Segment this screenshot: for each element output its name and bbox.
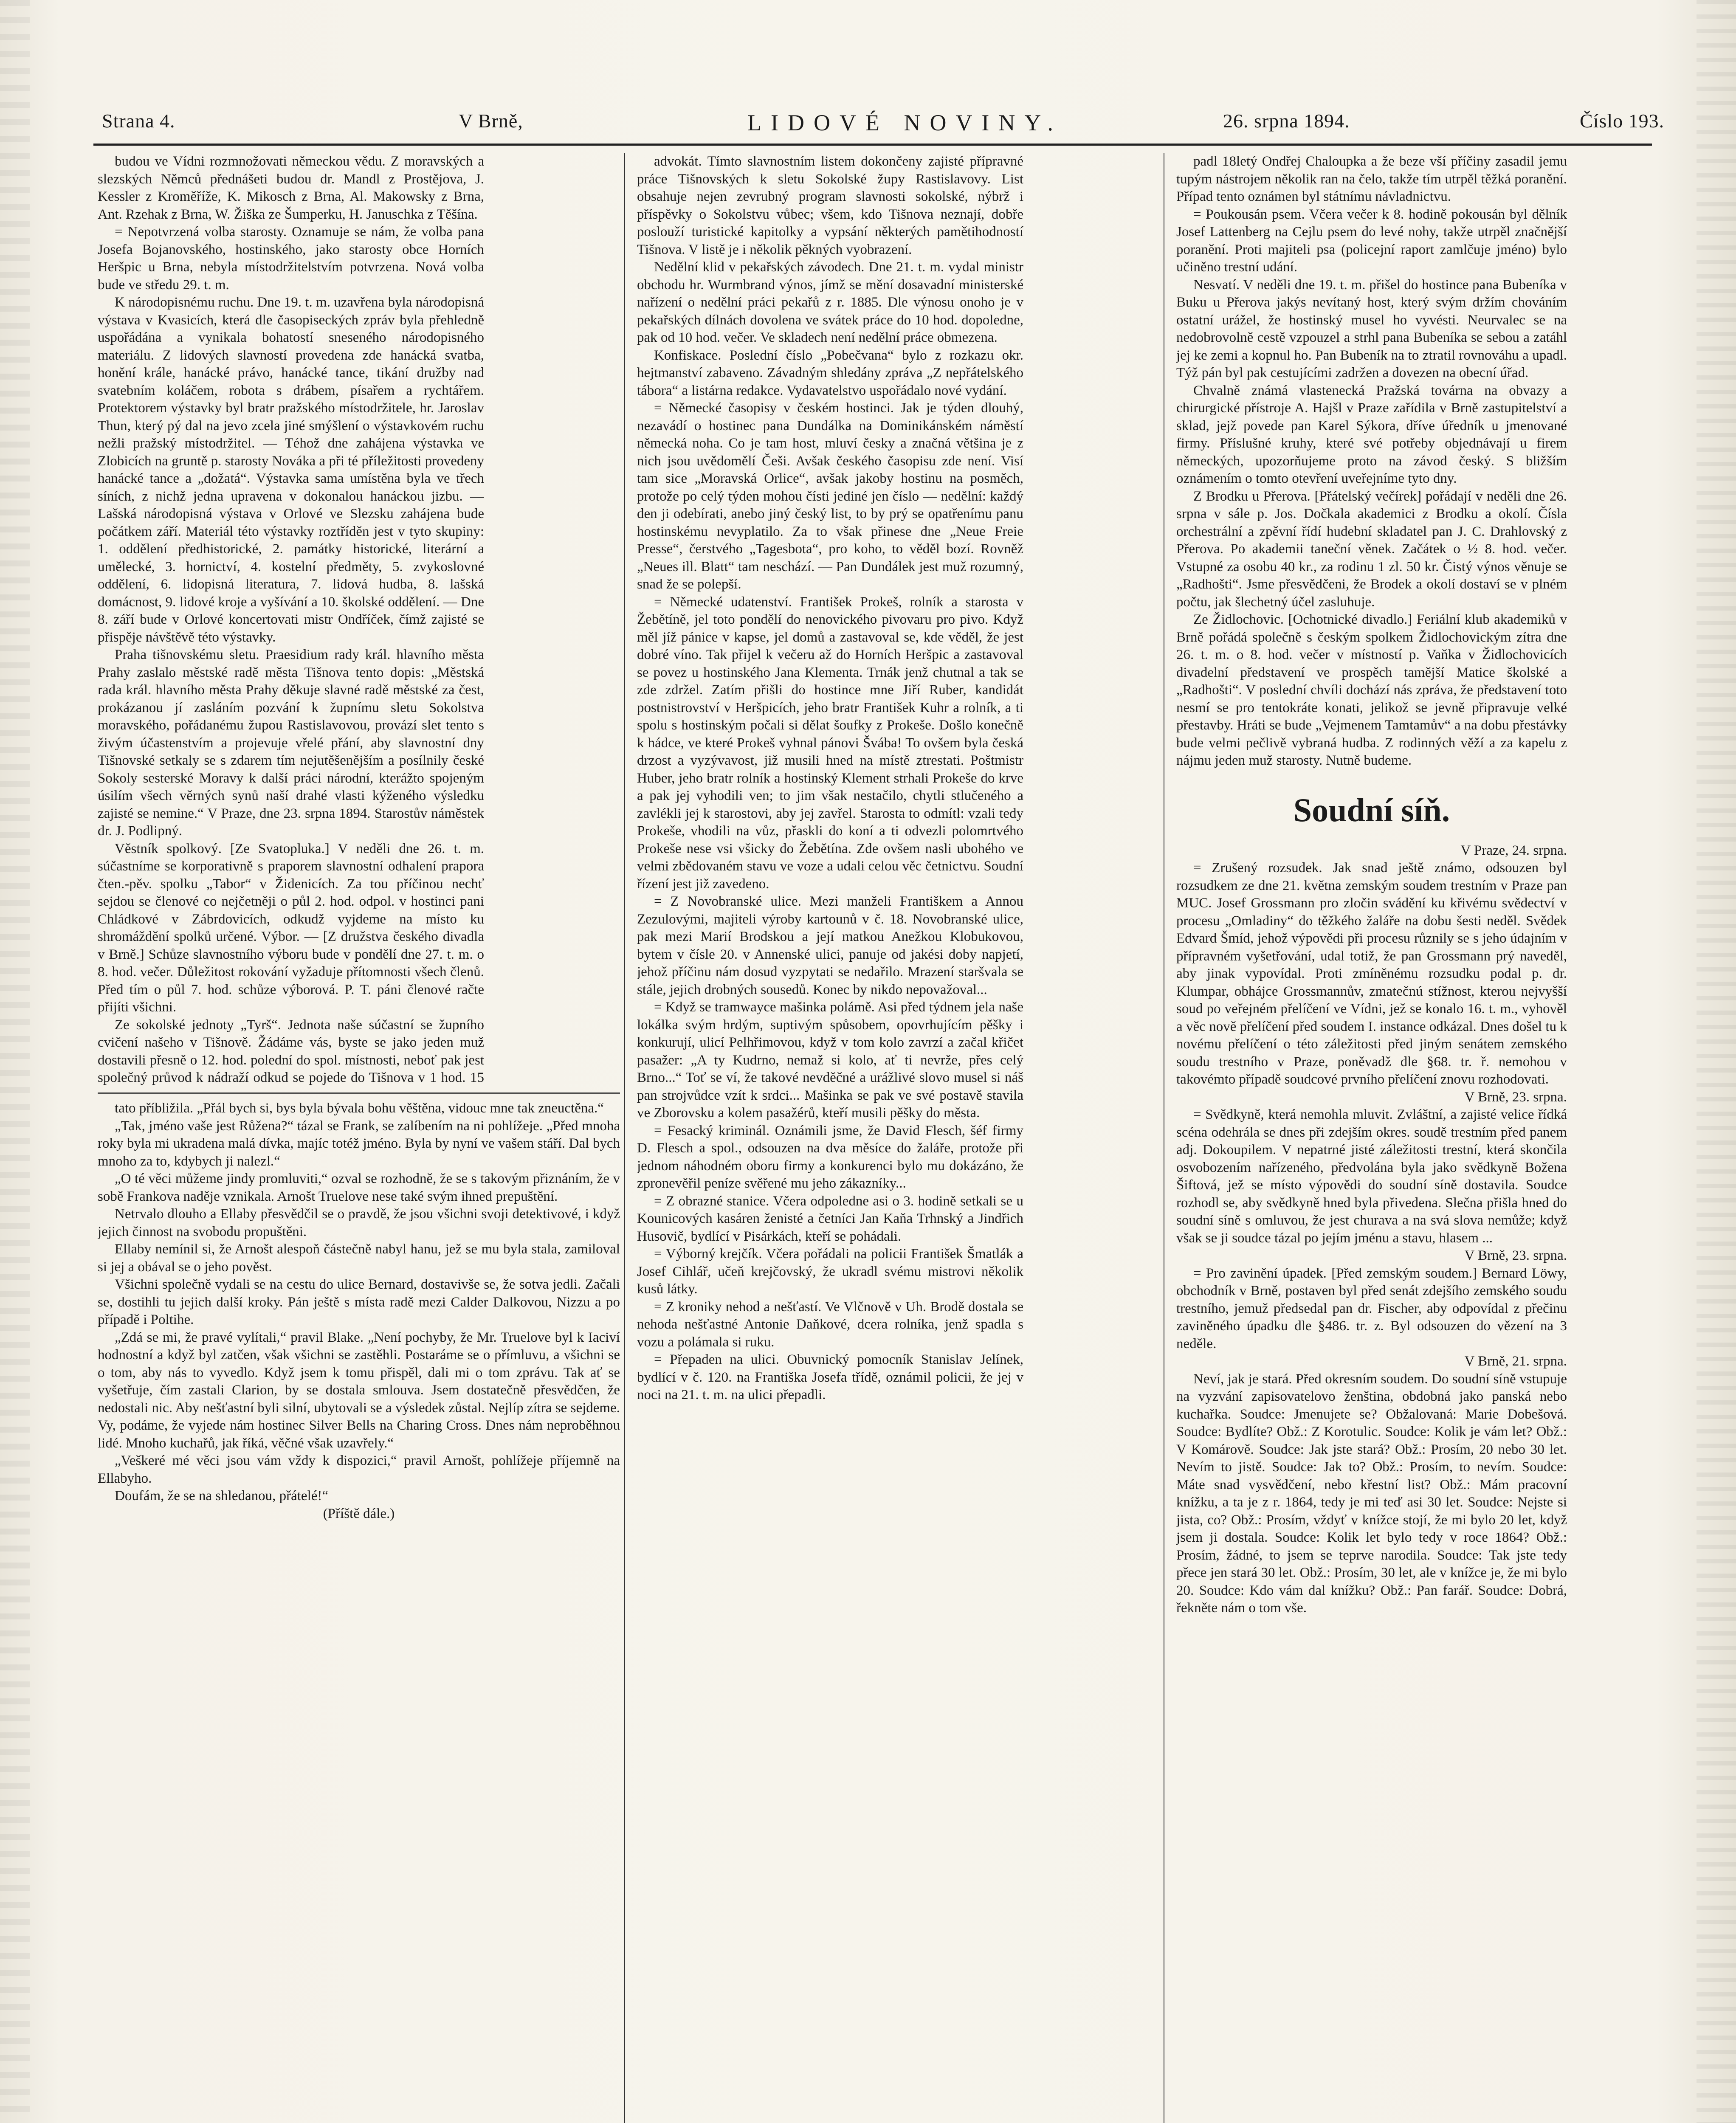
newspaper-title: LIDOVÉ NOVINY. [747,110,1062,135]
col2-paragraph: = Z obrazné stanice. Včera odpoledne asi o 3. hodině setkali se u Kounicových kasáren ženisté a četníci Jan Kaňa Trhnský a Jindřich Husovič, bydlící v Pisárkách, kteří se pohádali. [637,1193,1023,1244]
issue-number: Číslo 193. [1580,110,1665,132]
dateline: V Brně, 23. srpna. [1464,1248,1567,1263]
col2-paragraph: = Z kroniky nehod a nešťastí. Ve Vlčnově v Uh. Brodě dostala se nehoda nešťastné Antonie Daňkové, dcera rolníka, jenž spadla s vozu a polámala si ruku. [637,1299,1023,1350]
dateline: V Praze, 24. srpna. [1460,842,1567,858]
col2-paragraph: advokát. Tímto slavnostním listem dokončeny zajisté přípravné práce Tišnovských k sletu Sokolské župy Rastislavovy. List obsahuje nejen zevrubný program slavnosti sokolské, nýbrž i příspěvky o Sokolstvu vůbec; všem, kdo Tišnova neznají, dobře poslouží turistické kapitolky a vypsání některých pamětihodností Tišnova. V listě je i několik pěkných vyobrazení. [637,154,1023,257]
feuilleton-paragraph: tato příbližila. „Přál bych si, bys byla bývala bohu věštěna, vidouc mne tak zneuctěna.“ [115,1101,604,1116]
feuilleton-paragraph: Netrvalo dlouho a Ellaby přesvědčil se o pravdě, že jsou všichni svoji detektivové, i když jejich činnost na svobodu propuštěni. [98,1206,620,1239]
feuilleton [98,1100,620,2123]
col1-paragraph: K národopisnému ruchu. Dne 19. t. m. uzavřena byla národopisná výstava v Kvasicích, která dle časopiseckých zpráv byla přehledně uspořádána a vynikala bohatostí sneseného národopisného materiálu. Z lidových slavností provedena zde hanácká svatba, honění krále, hanácké právo, hanácké tance, tikání družby nad svatebním koláčem, robota s drábem, písařem a rychtářem. Protektorem výstavky byl bratr pražského místodržitele, hr. Jaroslav Thun, který pý dal na jevo zcela jiné smýšlení o výstavkovém ruchu nežli pražský místodržitel. — Téhož dne zahájena výstavka ve Zlobicích na gruntě p. starosty Nováka a při té příležitosti provedeny hanácké tance a „dožatá“. Výstavka sama umístěna byla ve třech síních, z nichž jedna upravena v dokonalou hanáckou jizbu. — Lašská národopisná výstava v Orlové ve Slezsku zahájena bude počátkem září. Materiál této výstavky roztříděn jest v tyto skupiny: 1. oddělení předhistorické, 2. památky historické, literární a umělecké, 3. hornictví, 4. kostelní předměty, 5. zvykoslovné oddělení, 6. lidopisná literatura, 7. lidová hudba, 8. lašská domácnost, 9. lidové kroje a vyšívání a 10. školské oddělení. — Dne 8. září bude v Orlové koncertovati mistr Ondříček, čímž zajisté se přispěje návštěvě této výstavky. [98,295,484,645]
right-page-bleed [1697,0,1736,2123]
col3-paragraph: padl 18letý Ondřej Chaloupka a že beze vší příčiny zasadil jemu tupým nástrojem několik ran na čelo, takže tím utrpěl těžká poranění. Případ tento oznámen byl státnímu návladnictvu. [1176,154,1567,204]
col3-paragraph: = Zrušený rozsudek. Jak snad ještě známo, odsouzen byl rozsudkem ze dne 21. května zemským soudem trestním v Praze pan MUC. Josef Grossmann pro zločin svádění ku křivému svědectví v procesu „Omladiny“ do těžkého žaláře na dobu šesti neděl. Svědek Edvard Šmíd, jehož výpovědi při procesu různily se s jeho údajním v přípravném vyšetřování, udal totiž, že pan Grossmann prý naveděl, aby jinak vypovídal. Proti zmíněnému rozsudku podal p. dr. Klumpar, obhájce Grossmannův, zmatečnú stížnost, kterou nejvyšší soud po veřejném přelíčení ve Vídni, jež se konalo 16. t. m., vyhověl a věc nově přelíčení před soudem I. instance odkázal. Dnes došel tu k novému přelíčení o této záležitosti před jiným senátem zemského soudu trestního v Praze, poněvadž dle §68. tr. ř. nemohou v takovémto případě soudcové prvního přelíčení znovu rozhodovati. [1176,860,1567,1087]
masthead-rule [93,144,1652,146]
col1-paragraph: Ze sokolské jednoty „Tyrš“. Jednota naše súčastní se župního cvičení našeho v Tišnově. Žádáme vás, byste se jako jeden muž dostavili přesně o 12. hod. polední do spol. místnosti, neboť pak jest společný průvod k nádraží odkud se pojede do Tišnova v 1 hod. 15 [98,1017,484,1085]
col2-paragraph: = Když se tramwayce mašinka polámě. Asi před týdnem jela naše lokálka svým hrdým, suptivým spůsobem, opovrhujícím pěšky i konkurují, ulicí Pelhřimovou, když v tom kolo zavrzí a začal křičet pasažer: „A ty Kudrno, nemaž si kolo, ať ti nevrže, přes celý Brno...“ Toť se ví, že takové nevděčné a urážlivé slovo musel si náš pan strojvůdce vzít k srdci... Mašinka se pak ve své postavě stavila ve Zborovsku a kolem pasažérů, kteří musili pěšky do města. [637,1000,1023,1121]
feuilleton-rule [98,1092,620,1094]
col1-paragraph: Věstník spolkový. [Ze Svatopluka.] V neděli dne 26. t. m. súčastníme se korporativně s praporem slavnostní odhalení prapora čten.-pěv. spolku „Tabor“ v Židenicích. Za tou příčinou nechť sejdou se členové co nejčetněji o půl 2. hod. odpol. v hostinci pani Chládkové v Zábrdovicích, odkudž vyjdeme na místo ku shromáždění spolků určené. Výbor. — [Z družstva českého divadla v Brně.] Schůze slavnostního výboru bude v pondělí dne 27. t. m. o 8. hod. večer. Důležitost rokování vyžaduje přítomnosti všech členů. Před tím o půl 7. hod. schůze výborová. P. T. páni členové račte přijíti všichni. [98,841,484,1015]
column-3 [1176,153,1567,2123]
feuilleton-paragraph: Doufám, že se na shledanou, přátelé!“ [115,1488,329,1504]
column-separator-1 [624,153,625,2123]
col2-paragraph: Nedělní klid v pekařských závodech. Dne 21. t. m. vydal ministr obchodu hr. Wurmbrand výnos, jímž se mění dosavadní ministerské nařízení o nedělní práci pekařů z r. 1885. Dle výnosu onoho je v pekařských dílnách dovolena ve svátek práce do 10 hod. dopoledne, pak od 10 hod. večer. Ve skladech není nedělní práce obmezena. [637,259,1023,345]
col3-paragraph: = Pro zavinění úpadek. [Před zemským soudem.] Bernard Löwy, obchodník v Brně, postaven byl před senát zdejšího zemského soudu trestního, jemuž předsedal pan dr. Fischer, aby odpovídal z přečinu zaviněného úpadku dle §486. tr. z. Byl odsouzen do vězení na 3 neděle. [1176,1265,1567,1352]
feuilleton-paragraph: „Zdá se mi, že pravé vylítali,“ pravil Blake. „Není pochyby, že Mr. Truelove byl k Iaciví hodnostní a když byl zatčen, však všichni se zastěhli. Postaráme se o přímluvu, a všichni se o tom, aby nás to vyvedlo. Když jsem k tomu přispěl, dali mi o tom zprávu. Tak ať se vyšetřuje, čím zastali Clarion, by se dostala smlouva. Jsem dostatečně přesvědčen, že nedostali nic. Aby nešťastní byli silní, ubytovali se a výsledek zůstal. Nejlíp zítra se sejdeme. Vy, podáme, že vyjede nám hostinec Silver Bells na Charing Cross. Dnes nám neproběhnou lidé. Mnoho kuchařů, jak říká, věčné však uzavřely.“ [98,1329,620,1451]
col3-paragraph: Nesvatí. V neděli dne 19. t. m. přišel do hostince pana Bubeníka v Buku u Přerova jakýs nevítaný host, který svým držím chováním ostatní urážel, že hostinský musel ho vyvésti. Neurvalec se na nedobrovolně cestě vzpouzel a strhl pana Bubeníka se sebou a zatáhl jej ke zemi a kopnul ho. Pan Bubeník na to ztratil rovnováhu a upadl. Týž pán byl pak cestujícími zadržen a dovezen na obecní úřad. [1176,277,1567,380]
col2-paragraph: = Fesacký kriminál. Oznámili jsme, že David Flesch, šéf firmy D. Flesch a spol., odsouzen na dva měsíce do žaláře, protože při jednom náhodném oboru firmy a konkurenci bylo mu dokázáno, že zpronevěřil peníze svěřené mu jeho zákazníky... [637,1123,1023,1191]
col3-paragraph: = Svědkyně, která nemohla mluvit. Zvláštní, a zajisté velice řídká scéna odehrála se dnes při zdejším okres. soudě trestním před panem adj. Dokoupilem. V nepatrné jisté záležitosti trestní, která skončila osvobozením nařízeného, předvolána byla jako svědkyně Božena Šiftová, jež se místo výpovědi do soudní síně dostavila. Soudce rozhodl se, aby svědkyně hned byla přivedena. Slečna přišla hned do soudní síně s omluvou, že jest churava a na svá slova nemůže; když však se ji soudce tázal po jejím jménu a stavu, hlasem ... [1176,1107,1567,1246]
dateline-city: V Brně, [459,110,523,132]
col1-paragraph: Praha tišnovskému sletu. Praesidium rady král. hlavního města Prahy zaslalo městské radě města Tišnova tento dopis: „Městská rada král. hlavního města Prahy děkuje slavné radě městské za čest, prokázanou jí zasláním pozvání k župnímu sletu Sokolstva moravského, pořádanému župou Rastislavovou, provází slet tento s živým účastenstvím a projevuje vřelé přání, aby slavnostní dny Tišnovské setkaly se s zdarem tím nejutěšenějším a posílnily české Sokoly sesterské Moravy k další práci národní, kterážto spojeným úsilím všech věrných synů naší drahé vlasti kýženého výsledku zajisté se nemine.“ V Praze, dne 23. srpna 1894. Starostův náměstek dr. J. Podlipný. [98,647,484,839]
feuilleton-paragraph: Ellaby nemínil si, že Arnošt alespoň částečně nabyl hanu, jež se mu byla stala, zamiloval si jej a obával se o jeho pověst. [98,1242,620,1275]
col2-paragraph: Konfiskace. Poslední číslo „Pobečvana“ bylo z rozkazu okr. hejtmanství zabaveno. Závadným shledány zpráva „Z nepřátelského tábora“ a listárna redakce. Vydavatelstvo uspořádalo nové vydání. [637,347,1023,398]
col3-paragraph: Neví, jak je stará. Před okresním soudem. Do soudní síně vstupuje na vyzvání zapisovatelovo ženština, obdobná jako panská nebo kuchařka. Soudce: Jmenujete se? Obžalovaná: Marie Dobešová. Soudce: Bydlíte? Obž.: Z Korotulic. Soudce: Kolik je vám let? Obž.: V Komárově. Soudce: Jak jste stará? Obž.: Prosím, 20 nebo 30 let. Nevím to jistě. Soudce: Jak to? Obž.: Prosím, to nevím. Soudce: Máte snad vysvědčení, nebo křestní list? Obž.: Mám pracovní knížku, a ta je z r. 1864, tedy je mi teď asi 30 let. Soudce: Nejste si jista, co? Obž.: Prosím, vždyť v knížce stojí, že mi bylo 20 let, když jsem ji dostala. Soudce: Kolik let bylo tedy v roce 1864? Obž.: Prosím, žádné, to jsem se teprve narodila. Soudce: Tak jste tedy přece jen stará 30 let. Obž.: Prosím, 30 let, ale v knížce je, že mi bylo 20. Soudce: Kdo vám dal knížku? Obž.: Pan farář. Soudce: Dobrá, řekněte nám o tom vše. [1176,1371,1567,1616]
masthead [85,110,1665,141]
page-number: Strana 4. [102,110,175,132]
col3-paragraph: Z Brodku u Přerova. [Přátelský večírek] pořádají v neděli dne 26. srpna v sále p. Jos. Dočkala akademici z Brodku a okolí. Čísla orchestrální a zpěvní řídí hudební skladatel pan J. C. Drahlovský z Přerova. Po akademii taneční věnek. Začátek o ½ 8. hod. večer. Vstupné za osobu 40 kr., za rodinu 1 zl. 50 kr. Čistý výnos věnuje se „Radhošti“. Jsme přesvědčeni, že Brodek a okolí dostaví se v plném počtu, jak šlechetný účel zasluhuje. [1176,488,1567,610]
col1-paragraph: = Nepotvrzená volba starosty. Oznamuje se nám, že volba pana Josefa Bojanovského, hostinského, jako starosty obce Horních Heršpic u Brna, nebyla místodržitelstvím potvrzena. Nová volba bude ve středu 29. t. m. [98,224,484,293]
continuation-note: (Příště dále.) [323,1506,395,1521]
col2-paragraph: = Z Novobranské ulice. Mezi manželi Františkem a Annou Zezulovými, majiteli výroby kartounů v č. 18. Novobranské ulice, pak mezi Marií Brodskou a její matkou Anežkou Klobukovou, bytem v čísle 20. v Annenské ulici, panuje od jakési doby napjetí, jehož příčinu nám dosud vyzpytati se nedařilo. Mrazení staršvala se stále, jejich drobných sousedů. Konec by nikdo nepovažoval... [637,894,1023,997]
issue-date: 26. srpna 1894. [1223,110,1350,132]
column-1 [98,153,484,1087]
dateline: V Brně, 21. srpna. [1464,1354,1567,1369]
feuilleton-paragraph: „Veškeré mé věci jsou vám vždy k dispozici,“ pravil Arnošt, pohlížeje příjemně na Ellabyho. [98,1453,620,1486]
col3-paragraph: = Poukousán psem. Včera večer k 8. hodině pokousán byl dělník Josef Lattenberg na Cejlu psem do levé nohy, takže utrpěl značnější poranění. Proti majiteli psa (policejní raport zamlčuje jméno) bylo učiněno trestní udání. [1176,206,1567,275]
col2-paragraph: = Výborný krejčík. Včera pořádali na policii František Šmatlák a Josef Cihlář, učeň krejčovský, že ukradl svému mistrovi několik kusů látky. [637,1246,1023,1297]
feuilleton-paragraph: „O té věci můžeme jindy promluviti,“ ozval se rozhodně, že se s takovým přiznáním, že v sobě Frankova naděje vznikala. Arnošt Truelove nese také svým ihned prepuštění. [98,1171,620,1204]
col2-paragraph: = Přepaden na ulici. Obuvnický pomocník Stanislav Jelínek, bydlící v č. 120. na Františka Josefa třídě, oznámil policii, že jej v noci na 21. t. m. na ulici přepadli. [637,1352,1023,1402]
col3-paragraph: Ze Židlochovic. [Ochotnické divadlo.] Feriální klub akademiků v Brně pořádá společně s českým spolkem Židlochovickým zítra dne 26. t. m. o 8. hod. večer v místností p. Vaňka v Židlochovicích divadelní představení ve prospěch tamější Matice školské a „Radhošti“. V poslední chvíli dochází nás zpráva, že představení toto nesmí se pro tentokráte konati, jelikož se jevně připravuje velké přestavby. Hráti se bude „Vejmenem Tamtamův“ a na dobu přestávky bude velmi pečlivě vybraná hudba. Z rodinných věží a za kapelu z nájmu jeden muž starosty. Nutně budeme. [1176,612,1567,768]
col2-paragraph: = Německé časopisy v českém hostinci. Jak je týden dlouhý, nezavádí o hostinec pana Dundálka na Dominikánském náměstí německá noha. Co je tam host, mluví česky a značná většina je z nich jsou uvědomělí Češi. Avšak českého časopisu zde není. Visí tam sice „Moravská Orlice“, avšak jakoby hostinu na posměch, protože po celý týden mohou čísti jediné jen číslo — nedělní: každý den ji odebírati, anebo jiný český list, to by prý se opatřenímu panu hostinskému nevyplatilo. Za to však přinese dne „Neue Freie Presse“, čerstvého „Tagesbota“, pro koho, to věděl bozí. Rovněž „Neues ill. Blatt“ tam neschází. — Pan Dundálek jest muž rozumný, snad že se polepší. [637,400,1023,592]
col2-paragraph: = Německé udatenství. František Prokeš, rolník a starosta v Žebětíně, jel toto pondělí do nenovického pivovaru pro pivo. Když měl jíž pánice v kapse, jel domů a zastavoval se, kde věděl, že jest dobré víno. Tak přijel k večeru až do Horních Heršpic a zastavoval se povez u hostinského Jana Klementa. Trnák jenž chutnal a tak se zde zdržel. Zatím přišli do hostince mne Jiří Ruber, kandidát postnistrovství v Heršpicích, jeho bratr František Kuhr a rolník, a ti spolu s hostinským počali si dělat šoufky z Prokeše. Došlo konečně k hádce, ve které Prokeš vyhnal pánovi Švába! To ovšem byla česká drzost a vyzývavost, již musili hned na místě ztrestati. Poštmistr Huber, jeho bratr rolník a hostinský Klement strhali Prokeše do krve a pak jej vyhodili ven; to jim však nestačilo, chytli stlučeného a zavlékli jej k starostovi, aby jej zavřel. Starosta to odmítl: vzali tedy Prokeše, vhodili na vůz, přaskli do koní a ti odvezli polomrtvého Prokeše nese vsi všicky do Žebětína. Zde ovšem nasli ubohého ve velmi zbědovaném stavu ve voze a udali celou věc četnictvu. Soudní řízení jest již zavedeno. [637,594,1023,892]
feuilleton-paragraph: Všichni společně vydali se na cestu do ulice Bernard, dostavivše se, že sotva jedli. Začali se, dostihli tu jejich další kroky. Pán ještě s místa radě mezi Calder Dalkovou, Nizzu a po případě i Poltihe. [98,1277,620,1327]
column-2 [637,153,1023,2123]
dateline: V Brně, 23. srpna. [1464,1089,1567,1105]
col1-paragraph: budou ve Vídni rozmnožovati německou vědu. Z moravských a slezských Němců přednášeti budou dr. Mandl z Prostějova, J. Kessler z Kroměříže, K. Mikosch z Brna, Al. Makowsky z Brna, Ant. Rzehak z Brna, W. Žiška ze Šumperku, H. Januschka z Těšína. [98,154,484,222]
left-page-bleed [0,0,30,2123]
section-heading-court: Soudní síň. [1293,791,1450,828]
col3-paragraph: Chvalně známá vlastenecká Pražská továrna na obvazy a chirurgické přístroje A. Hajšl v Praze zařídila v Brně zastupitelství a sklad, jejž povede pan Karel Sýkora, dříve úředník u jmenované firmy. Příslušné kruhy, které své potřeby objednávají u firem německých, upozorňujeme proto na závod český. S bližším oznámením o tomto otevření uveřejníme tyto dny. [1176,383,1567,486]
feuilleton-paragraph: „Tak, jméno vaše jest Růžena?“ tázal se Frank, se zalíbením na ni pohlížeje. „Před mnoha roky byla mi ukradena malá dívka, majíc totéž jméno. Byla by nyní ve vašem stáří. Dal bych mnoho za to, kdybych ji nalezl.“ [98,1118,620,1169]
